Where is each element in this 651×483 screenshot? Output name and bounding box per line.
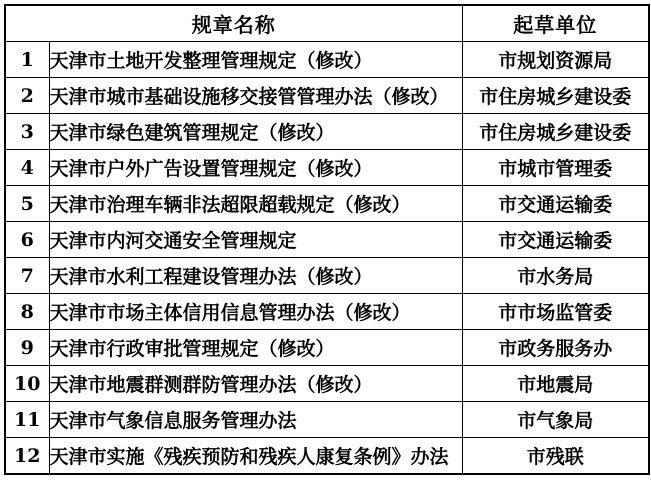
regulation-name-cell: 天津市绿色建筑管理规定（修改） xyxy=(49,114,462,150)
row-number-cell: 10 xyxy=(5,366,49,402)
row-number-cell: 5 xyxy=(5,186,49,222)
table-row xyxy=(5,330,649,366)
table-row xyxy=(5,114,649,150)
regulation-name-cell: 天津市水利工程建设管理办法（修改） xyxy=(49,258,462,294)
table-row xyxy=(5,186,649,222)
drafting-unit-cell: 市市场监管委 xyxy=(462,294,649,330)
regulation-name-cell: 天津市实施《残疾预防和残疾人康复条例》办法 xyxy=(49,438,462,475)
regulation-name-cell: 天津市治理车辆非法超限超载规定（修改） xyxy=(49,186,462,222)
row-number-cell: 4 xyxy=(5,150,49,186)
regulation-name-cell: 天津市市场主体信用信息管理办法（修改） xyxy=(49,294,462,330)
row-number-cell: 2 xyxy=(5,78,49,114)
regulation-name-cell: 天津市内河交通安全管理规定 xyxy=(49,222,462,258)
regulation-name-cell: 天津市土地开发整理管理规定（修改） xyxy=(49,42,462,78)
drafting-unit-cell: 市住房城乡建设委 xyxy=(462,78,649,114)
table-row xyxy=(5,438,649,475)
table-row xyxy=(5,78,649,114)
drafting-unit-cell: 市交通运输委 xyxy=(462,186,649,222)
header-regulation-name: 规章名称 xyxy=(5,5,462,42)
drafting-unit-cell: 市住房城乡建设委 xyxy=(462,114,649,150)
regulations-table xyxy=(4,4,650,475)
drafting-unit-cell: 市水务局 xyxy=(462,258,649,294)
table-row xyxy=(5,150,649,186)
table-row xyxy=(5,366,649,402)
regulation-name-cell: 天津市城市基础设施移交接管管理办法（修改） xyxy=(49,78,462,114)
drafting-unit-cell: 市残联 xyxy=(462,438,649,475)
row-number-cell: 3 xyxy=(5,114,49,150)
table-row xyxy=(5,222,649,258)
drafting-unit-cell: 市交通运输委 xyxy=(462,222,649,258)
header-drafting-unit: 起草单位 xyxy=(462,5,649,42)
drafting-unit-cell: 市政务服务办 xyxy=(462,330,649,366)
row-number-cell: 12 xyxy=(5,438,49,475)
regulation-name-cell: 天津市地震群测群防管理办法（修改） xyxy=(49,366,462,402)
table-row xyxy=(5,294,649,330)
row-number-cell: 1 xyxy=(5,42,49,78)
row-number-cell: 8 xyxy=(5,294,49,330)
table-row xyxy=(5,42,649,78)
table-header-row xyxy=(5,5,649,42)
row-number-cell: 6 xyxy=(5,222,49,258)
table-row xyxy=(5,258,649,294)
drafting-unit-cell: 市城市管理委 xyxy=(462,150,649,186)
regulation-name-cell: 天津市气象信息服务管理办法 xyxy=(49,402,462,438)
drafting-unit-cell: 市地震局 xyxy=(462,366,649,402)
row-number-cell: 7 xyxy=(5,258,49,294)
row-number-cell: 9 xyxy=(5,330,49,366)
regulation-name-cell: 天津市户外广告设置管理规定（修改） xyxy=(49,150,462,186)
drafting-unit-cell: 市规划资源局 xyxy=(462,42,649,78)
row-number-cell: 11 xyxy=(5,402,49,438)
regulation-name-cell: 天津市行政审批管理规定（修改） xyxy=(49,330,462,366)
drafting-unit-cell: 市气象局 xyxy=(462,402,649,438)
table-row xyxy=(5,402,649,438)
